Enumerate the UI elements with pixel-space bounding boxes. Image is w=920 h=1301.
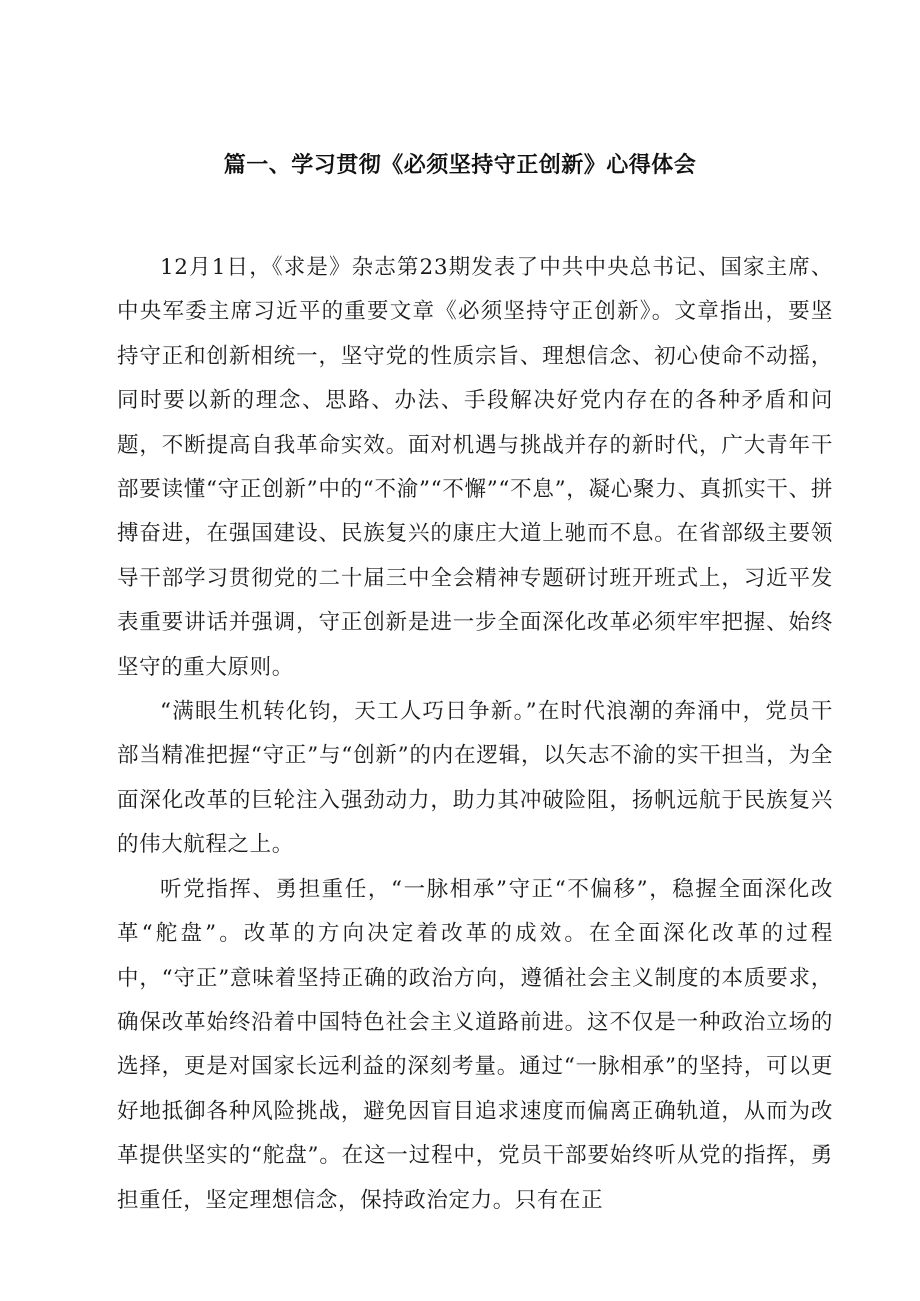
paragraph-1: 12月1日，《求是》杂志第23期发表了中共中央总书记、国家主席、中央军委主席习近平的重要文章《必须坚持守正创新》。文章指出，要坚持守正和创新相统一，坚守党的性质宗旨、理想信念、初心使命不动摇，同时要以新的理念、思路、办法、手段解决好党内存在的各种矛盾和问题，不断提高自我革命实效。面对机遇与挑战并存的新时代，广大青年干部要读懂“守正创新”中的“不渝”“不懈”“不息”，凝心聚力、真抓实干、拼搏奋进，在强国建设、民族复兴的康庄大道上驰而不息。在省部级主要领导干部学习贯彻党的二十届三中全会精神专题研讨班开班式上，习近平发表重要讲话并强调，守正创新是进一步全面深化改革必须牢牢把握、始终坚守的重大原则。 [117, 255, 833, 680]
document-title: 篇一、学习贯彻《必须坚持守正创新》心得体会 [223, 153, 697, 178]
document-body [117, 246, 833, 1223]
paragraph-3: 听党指挥、勇担重任，“一脉相承”守正“不偏移”，稳握全面深化改革“舵盘”。改革的方向决定着改革的成效。在全面深化改革的过程中，“守正”意味着坚持正确的政治方向，遵循社会主义制度的本质要求，确保改革始终沿着中国特色社会主义道路前进。这不仅是一种政治立场的选择，更是对国家长远利益的深刻考量。通过“一脉相承”的坚持，可以更好地抵御各种风险挑战，避免因盲目追求速度而偏离正确轨道，从而为改革提供坚实的“舵盘”。在这一过程中，党员干部要始终听从党的指挥，勇担重任，坚定理想信念，保持政治定力。只有在正 [117, 876, 833, 1213]
paragraph-2: “满眼生机转化钧，天工人巧日争新。”在时代浪潮的奔涌中，党员干部当精准把握“守正”与“创新”的内在逻辑，以矢志不渝的实干担当，为全面深化改革的巨轮注入强劲动力，助力其冲破险阻，扬帆远航于民族复兴的伟大航程之上。 [117, 699, 833, 858]
